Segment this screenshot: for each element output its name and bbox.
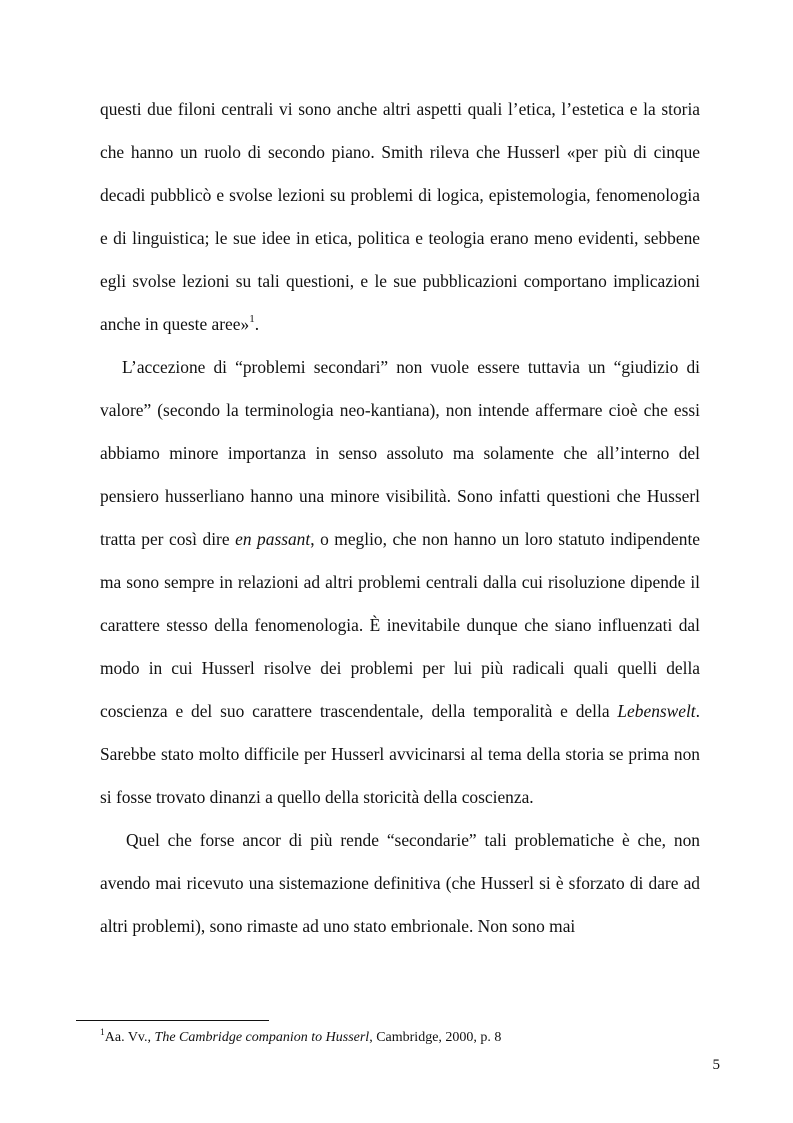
italic-en-passant: en passant <box>235 529 311 549</box>
footnote-separator <box>76 1020 269 1021</box>
body-text <box>100 88 700 948</box>
italic-lebenswelt: Lebenswelt <box>617 701 696 721</box>
footnote-reference[interactable]: 1 <box>249 313 255 325</box>
paragraph-2-text-a: L’accezione di “problemi secondari” non vuole essere tuttavia un “giudizio di valore” (secondo la terminologia neo-kantiana), non intende affermare cioè che essi abbiamo minore importanza in senso assoluto ma solamente che all’interno del pensiero husserliano hanno una minore visibilità. Sono infatti questioni che Husserl tratta per così dire <box>100 357 700 549</box>
paragraph-2-text-b: , o meglio, che non hanno un loro statuto indipendente ma sono sempre in relazioni ad altri problemi centrali dalla cui risoluzione dipende il carattere stesso della fenomenologia. È inevitabile dunque che siano influenzati dal modo in cui Husserl risolve dei problemi per lui più radicali quali quelli della coscienza e del suo carattere trascendentale, della temporalità e della <box>100 529 700 721</box>
paragraph-2-text-c: . Sarebbe stato molto difficile per Husserl avvicinarsi al tema della storia se prima non si fosse trovato dinanzi a quello della storicità della coscienza. <box>100 701 700 807</box>
paragraph-3-text: Quel che forse ancor di più rende “secondarie” tali problematiche è che, non avendo mai ricevuto una sistemazione definitiva (che Husserl si è sforzato di dare ad altri problemi), sono rimaste ad uno stato embrionale. Non sono mai <box>100 830 700 936</box>
footnote-number: 1 <box>100 1028 105 1038</box>
paragraph-3 <box>100 819 700 948</box>
footnote-title: The Cambridge companion to Husserl <box>154 1030 370 1045</box>
paragraph-1 <box>100 88 700 346</box>
footnote-prefix: Aa. Vv., <box>104 1030 155 1045</box>
paragraph-2 <box>100 346 700 819</box>
footnote <box>100 1028 720 1048</box>
page-number: 5 <box>712 1057 720 1073</box>
footnote-suffix: , Cambridge, 2000, p. 8 <box>369 1030 502 1045</box>
paragraph-1-text: questi due filoni centrali vi sono anche altri aspetti quali l’etica, l’estetica e la storia che hanno un ruolo di secondo piano. Smith rileva che Husserl «per più di cinque decadi pubblicò e svolse lezioni su problemi di logica, epistemologia, fenomenologia e di linguistica; le sue idee in etica, politica e teologia erano meno evidenti, sebbene egli svolse lezioni su tali questioni, e le sue pubblicazioni comportano implicazioni anche in queste aree» <box>100 99 700 334</box>
paragraph-1-end: . <box>254 314 260 334</box>
